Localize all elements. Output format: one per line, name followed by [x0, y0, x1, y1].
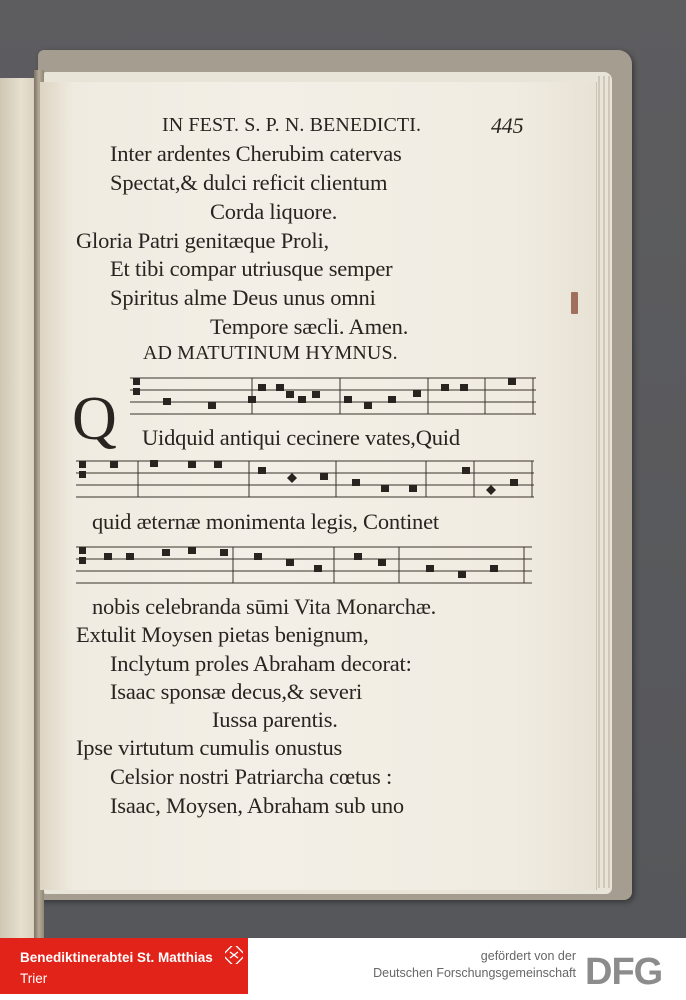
verse-line: Isaac, Moysen, Abraham sub uno	[110, 793, 404, 818]
funding-line-1: gefördert von der	[480, 949, 576, 963]
verse-line: Spiritus alme Deus unus omni	[110, 285, 376, 310]
music-staff-3	[76, 543, 534, 591]
verse-line: Spectat,& dulci reficit clientum	[110, 170, 388, 195]
verse-line: Gloria Patri genitæque Proli,	[76, 228, 329, 253]
institution-city: Trier	[20, 971, 48, 986]
verse-line: Celsior nostri Patriarcha cœtus :	[110, 764, 393, 789]
music-staff-1	[130, 374, 536, 422]
verse-line: Iussa parentis.	[212, 707, 338, 732]
verse-line: Corda liquore.	[210, 199, 338, 224]
institution-banner[interactable]	[0, 938, 248, 994]
page-number: 445	[491, 113, 524, 138]
music-lyric-line: quid æternæ monimenta legis, Continet	[92, 509, 439, 534]
running-head: IN FEST. S. P. N. BENEDICTI.	[162, 114, 422, 136]
funding-line-2: Deutschen Forschungsgemeinschaft	[373, 966, 576, 980]
verse-line: Extulit Moysen pietas benignum,	[76, 622, 369, 647]
music-lyric-line: nobis celebranda sūmi Vita Monarchæ.	[92, 594, 437, 619]
dfg-logo-text: DFG	[585, 952, 663, 988]
institution-name: Benediktinerabtei St. Matthias	[20, 950, 213, 965]
verse-line: Tempore sæcli. Amen.	[210, 314, 409, 339]
verse-line: Inclytum proles Abraham decorat:	[110, 651, 412, 676]
verse-line: Ipse virtutum cumulis onustus	[76, 735, 343, 760]
initial-letter: Q	[72, 385, 117, 453]
music-staff-2	[76, 457, 536, 505]
verse-line: Et tibi compar utriusque semper	[110, 256, 393, 281]
page-tab-marker	[571, 292, 578, 314]
dfg-logo-icon[interactable]	[585, 952, 677, 988]
hymn-heading: AD MATUTINUM HYMNUS.	[143, 342, 398, 364]
music-lyric-line: Uidquid antiqui cecinere vates,Quid	[142, 425, 460, 450]
verse-line: Inter ardentes Cherubim catervas	[110, 141, 402, 166]
left-page-edge	[0, 78, 37, 938]
abbey-emblem-icon	[225, 946, 243, 964]
verse-line: Isaac sponsæ decus,& severi	[110, 679, 363, 704]
footer-bar	[0, 938, 686, 1000]
